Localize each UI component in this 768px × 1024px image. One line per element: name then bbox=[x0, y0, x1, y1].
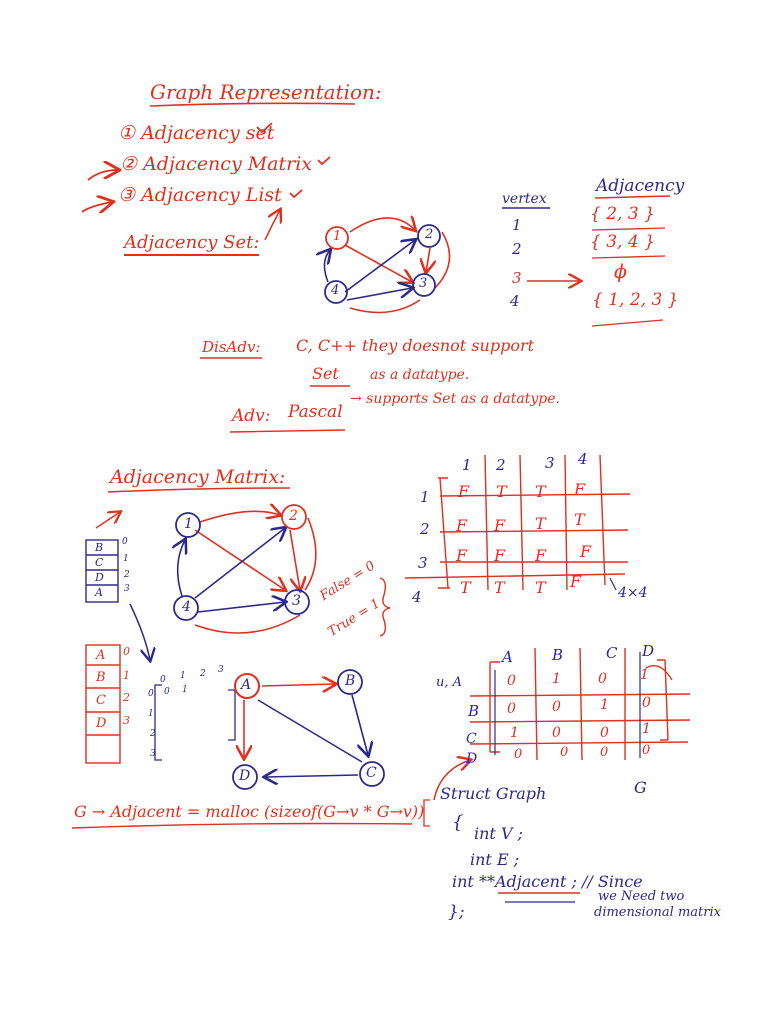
tf-cell: F bbox=[456, 516, 468, 535]
matrix-graph-node-2: 2 bbox=[289, 508, 298, 524]
struct-line: Struct Graph bbox=[440, 784, 547, 803]
adjacency-row-2: { 3, 4 } bbox=[590, 232, 655, 252]
abcd-cell: 0 bbox=[552, 725, 561, 741]
tf-cell: T bbox=[535, 578, 546, 597]
mini-row-header: 0 bbox=[148, 689, 154, 699]
tf-cell: F bbox=[494, 516, 506, 535]
struct-field-e: int E ; bbox=[470, 850, 520, 869]
mini-cell: 0 bbox=[164, 687, 170, 697]
abcd-cell: 0 bbox=[600, 745, 609, 760]
vertex-row-2: 2 bbox=[512, 240, 522, 258]
abcd-cell: 1 bbox=[600, 697, 609, 713]
struct-brace-close: }; bbox=[448, 902, 465, 922]
comment-line-2: we Need two bbox=[598, 889, 685, 904]
tf-cell: F bbox=[458, 482, 470, 501]
abcd-cell: 1 bbox=[640, 667, 649, 683]
disadv-label: DisAdv: bbox=[202, 338, 261, 356]
abcd-cell: 0 bbox=[600, 725, 609, 741]
tf-cell: F bbox=[574, 480, 586, 499]
array-top-item: D bbox=[95, 571, 104, 584]
adv-rest: → supports Set as a datatype. bbox=[350, 391, 560, 407]
abcd-cell: 1 bbox=[552, 671, 561, 687]
mini-col-header: 0 bbox=[160, 675, 166, 685]
adjacency-row-1: { 2, 3 } bbox=[590, 204, 655, 224]
disadv-line-2: as a datatype. bbox=[370, 367, 470, 383]
struct-field-v: int V ; bbox=[474, 824, 523, 843]
array-top-item: B bbox=[95, 541, 104, 554]
abcd-cell: 0 bbox=[642, 743, 651, 758]
array-bottom-item: D bbox=[96, 716, 107, 731]
vertex-row-3: 3 bbox=[512, 269, 522, 287]
mini-row-header: 3 bbox=[150, 749, 156, 759]
matrix-size-label: 4×4 bbox=[618, 585, 648, 601]
tf-cell: F bbox=[535, 546, 547, 565]
adjacency-header: Adjacency bbox=[596, 176, 685, 196]
array-top-index: 1 bbox=[123, 554, 129, 564]
tf-row-header-2: 2 bbox=[420, 520, 430, 538]
array-bottom-index: 2 bbox=[123, 691, 130, 704]
tf-row-header-3: 3 bbox=[418, 554, 428, 572]
legend-true: True = 1 bbox=[325, 596, 383, 640]
mini-row-header: 2 bbox=[150, 729, 156, 739]
tf-cell: F bbox=[580, 542, 592, 561]
abcd-cell: 0 bbox=[560, 745, 569, 760]
abcd-col-header: C bbox=[606, 644, 618, 662]
struct-brace-open: { bbox=[452, 812, 464, 833]
tf-col-header-4: 4 bbox=[578, 450, 588, 468]
adjacency-set-heading: Adjacency Set: bbox=[124, 234, 259, 256]
tf-col-header-2: 2 bbox=[496, 456, 506, 474]
mini-col-header: 3 bbox=[218, 665, 224, 675]
array-top-index: 2 bbox=[124, 570, 130, 580]
tf-cell: F bbox=[570, 572, 582, 591]
abcd-cell: 0 bbox=[507, 673, 516, 689]
adjacency-row-4: { 1, 2, 3 } bbox=[592, 290, 679, 310]
abcd-col-header: A bbox=[502, 648, 513, 666]
tf-col-header-3: 3 bbox=[545, 454, 555, 472]
graph-abcd bbox=[233, 670, 384, 789]
abcd-cell: 0 bbox=[598, 671, 607, 687]
tf-col-header-1: 1 bbox=[462, 456, 472, 474]
array-bottom-index: 3 bbox=[123, 714, 130, 727]
abcd-side-label: u, A bbox=[436, 675, 463, 690]
struct-field-adjacent: int **Adjacent ; // Since bbox=[452, 872, 643, 891]
abcd-node-d: D bbox=[239, 768, 251, 784]
graph-matrix bbox=[174, 505, 316, 633]
tf-cell: T bbox=[535, 482, 546, 501]
tf-row-header-1: 1 bbox=[420, 488, 430, 506]
mini-cell: 1 bbox=[182, 685, 188, 695]
tf-cell: T bbox=[460, 578, 471, 597]
abcd-node-c: C bbox=[366, 765, 377, 781]
abcd-cell: 1 bbox=[510, 725, 519, 741]
adjacency-matrix-heading: Adjacency Matrix: bbox=[110, 466, 286, 488]
list-item-adjacency-set: ① Adjacency set bbox=[118, 122, 275, 144]
matrix-graph-node-3: 3 bbox=[292, 593, 301, 609]
legend-false: False = 0 bbox=[317, 558, 378, 604]
tf-cell: T bbox=[535, 514, 546, 533]
tf-cell: F bbox=[456, 546, 468, 565]
malloc-line: G → Adjacent = malloc (sizeof(G→v * G→v)) bbox=[74, 802, 425, 821]
vertex-header: vertex bbox=[502, 191, 547, 207]
list-item-adjacency-matrix: ② Adjacency Matrix bbox=[120, 153, 313, 175]
vertex-row-1: 1 bbox=[512, 216, 522, 234]
tf-matrix-grid bbox=[405, 455, 630, 590]
array-bottom-index: 1 bbox=[123, 669, 130, 682]
array-bottom-index: 0 bbox=[123, 645, 130, 658]
abcd-cell: 0 bbox=[552, 699, 561, 715]
matrix-graph-node-1: 1 bbox=[184, 516, 193, 532]
list-item-adjacency-list: ③ Adjacency List bbox=[118, 184, 282, 206]
set-graph-node-4: 4 bbox=[331, 283, 340, 298]
matrix-graph-node-4: 4 bbox=[182, 599, 191, 615]
tf-row-header-4: 4 bbox=[412, 588, 422, 606]
abcd-node-a: A bbox=[241, 677, 252, 693]
tf-cell: T bbox=[496, 482, 507, 501]
abcd-node-b: B bbox=[345, 673, 356, 689]
mini-col-header: 2 bbox=[200, 669, 206, 679]
adv-pascal: Pascal bbox=[288, 402, 343, 422]
array-top-item: A bbox=[95, 586, 103, 599]
set-graph-node-3: 3 bbox=[419, 276, 428, 291]
tf-cell: F bbox=[494, 546, 506, 565]
mini-row-header: 1 bbox=[148, 709, 154, 719]
set-graph-node-1: 1 bbox=[333, 229, 342, 244]
set-graph-node-2: 2 bbox=[425, 227, 434, 242]
abcd-cell: 0 bbox=[507, 701, 516, 717]
disadv-set-word: Set bbox=[312, 364, 339, 383]
array-top-item: C bbox=[95, 556, 104, 569]
array-bottom-item: B bbox=[96, 670, 106, 685]
tf-cell: T bbox=[574, 510, 585, 529]
adjacency-row-3: ϕ bbox=[614, 261, 627, 283]
abcd-row-header: D bbox=[466, 751, 478, 767]
array-bottom-item: C bbox=[96, 693, 106, 708]
abcd-cell: 0 bbox=[514, 747, 523, 762]
disadv-line-1: C, C++ they doesnot support bbox=[296, 336, 535, 355]
array-top-index: 3 bbox=[124, 584, 130, 594]
array-top-index: 0 bbox=[122, 537, 128, 547]
abcd-cell: 0 bbox=[642, 695, 651, 711]
tf-cell: T bbox=[494, 578, 505, 597]
comment-line-3: dimensional matrix bbox=[594, 905, 721, 920]
adv-label: Adv: bbox=[232, 406, 271, 426]
array-bottom-item: A bbox=[96, 648, 106, 663]
mini-col-header: 1 bbox=[180, 671, 186, 681]
abcd-col-header: D bbox=[642, 642, 655, 660]
struct-var: G bbox=[634, 778, 647, 797]
abcd-cell: 1 bbox=[642, 721, 651, 737]
abcd-col-header: B bbox=[552, 646, 564, 664]
page-title: Graph Representation: bbox=[150, 80, 382, 104]
vertex-row-4: 4 bbox=[510, 292, 520, 310]
abcd-row-header: B bbox=[468, 702, 480, 720]
abcd-row-header: C bbox=[466, 731, 477, 747]
